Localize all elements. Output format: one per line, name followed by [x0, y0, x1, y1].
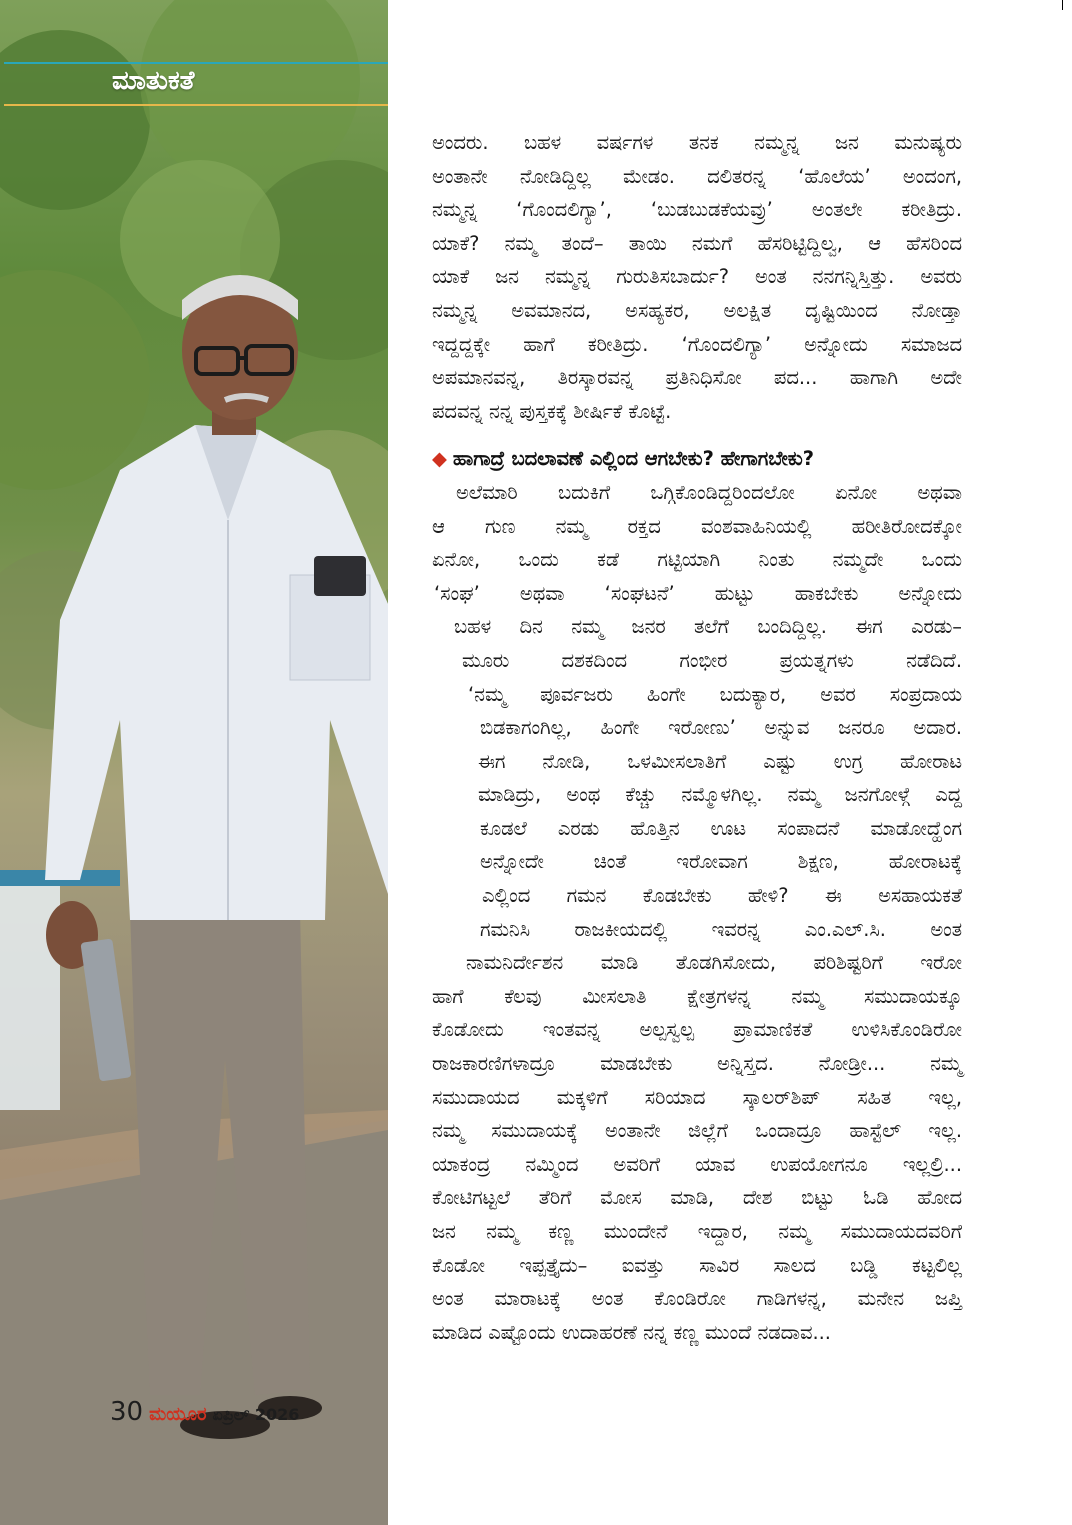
- text-line: ಬಹಳ ದಿನ ನಮ್ಮ ಜನರ ತಲೆಗೆ ಬಂದಿದ್ದಿಲ್ಲ. ಈಗ ಎರಡು–: [454, 615, 962, 639]
- issue-date: ಏಪ್ರಿಲ್ 2026: [212, 1405, 300, 1424]
- text-line: ಅಂತ ಮಾರಾಟಕ್ಕೆ ಅಂತ ಕೊಂಡಿರೋ ಗಾಡಿಗಳನ್ನ, ಮನೇನ ಜಪ್ತಿ: [432, 1287, 962, 1311]
- section-label: ಮಾತುಕತೆ: [112, 66, 195, 96]
- text-line: ರಾಜಕಾರಣಿಗಳಾದ್ರೂ ಮಾಡಬೇಕು ಅನ್ನಿಸ್ತದ. ನೋಡ್ರೀ... ನಮ್ಮ: [432, 1052, 962, 1076]
- text-line: ನಮ್ಮ ಸಮುದಾಯಕ್ಕೆ ಅಂತಾನೇ ಜಿಲ್ಲೆಗೆ ಒಂದಾದ್ರೂ ಹಾಸ್ಟೆಲ್ ಇಲ್ಲ.: [432, 1119, 962, 1143]
- article-body: [432, 126, 962, 1349]
- text-line: ಬಿಡಕಾಗಂಗಿಲ್ಲ, ಹಿಂಗೇ ಇರೋಣು’ ಅನ್ನುವ ಜನರೂ ಅದಾರ.: [480, 716, 962, 740]
- text-line: ಅನ್ನೋದೇ ಚಿಂತೆ ಇರೋವಾಗ ಶಿಕ್ಷಣ, ಹೋರಾಟಕ್ಕೆ: [480, 850, 962, 874]
- text-line: ನಾಮನಿರ್ದೇಶನ ಮಾಡಿ ತೊಡಗಿಸೋದು, ಪರಿಶಿಷ್ಟರಿಗೆ ಇರೋ: [466, 951, 962, 975]
- text-line: ಜನ ನಮ್ಮ ಕಣ್ಣ ಮುಂದೇನೆ ಇದ್ದಾರ, ನಮ್ಮ ಸಮುದಾಯದವರಿಗೆ: [432, 1220, 962, 1243]
- text-line: ಯಾಕೆ? ನಮ್ಮ ತಂದೆ– ತಾಯಿ ನಮಗೆ ಹೆಸರಿಟ್ಟಿದ್ದಿಲ್ವ, ಆ ಹೆಸರಿಂದ: [432, 231, 962, 255]
- paragraph-1: [432, 126, 962, 428]
- page-footer: [110, 1397, 299, 1427]
- section-rule-top: [4, 62, 388, 64]
- text-line: ಕೊಡೋದು ಇಂತವನ್ನ ಅಲ್ಪಸ್ವಲ್ಪ ಪ್ರಾಮಾಣಿಕತೆ ಉಳಿಸಿಕೊಂಡಿರೋ: [432, 1018, 962, 1042]
- text-line: ಕೂಡಲೆ ಎರಡು ಹೊತ್ತಿನ ಊಟ ಸಂಪಾದನೆ ಮಾಡೋದ್ಹೆಂಗ: [480, 816, 962, 840]
- magazine-name: ಮಯೂರ: [149, 1404, 207, 1425]
- photo-illustration: [0, 0, 388, 1525]
- crop-mark: [1062, 0, 1063, 10]
- section-rule-bottom: [4, 104, 388, 106]
- text-line: ಎಲ್ಲಿಂದ ಗಮನ ಕೊಡಬೇಕು ಹೇಳಿ? ಈ ಅಸಹಾಯಕತೆ: [482, 884, 962, 908]
- diamond-bullet-icon: ◆: [432, 447, 447, 471]
- text-line: ಮಾಡಿದ್ರು, ಅಂಥ ಕೆಚ್ಚು ನಮ್ಮೊಳಗಿಲ್ಲ. ನಮ್ಮ ಜನಗೋಳ್ಗೆ ಎದ್ದ: [478, 783, 962, 807]
- text-line: ‘ನಮ್ಮ ಪೂರ್ವಜರು ಹಿಂಗೇ ಬದುಕ್ಯಾರ, ಅವರ ಸಂಪ್ರದಾಯ: [468, 682, 962, 706]
- question-text: ಹಾಗಾದ್ರೆ ಬದಲಾವಣೆ ಎಲ್ಲಿಂದ ಆಗಬೇಕು? ಹೇಗಾಗಬೇಕು?: [452, 447, 814, 471]
- text-line: ಗಮನಿಸಿ ರಾಜಕೀಯದಲ್ಲಿ ಇವರನ್ನ ಎಂ.ಎಲ್.ಸಿ. ಅಂತ: [480, 917, 962, 941]
- text-line: ಅಂತಾನೇ ನೋಡಿದ್ದಿಲ್ಲ ಮೇಡಂ. ದಲಿತರನ್ನ ‘ಹೊಲೆಯ’ ಅಂದಂಗ,: [432, 164, 962, 188]
- text-line: ಅಂದರು. ಬಹಳ ವರ್ಷಗಳ ತನಕ ನಮ್ಮನ್ನ ಜನ ಮನುಷ್ಯರು: [432, 131, 962, 154]
- text-line: ಕೊಡೋ ಇಪ್ಪತ್ತೈದು– ಐವತ್ತು ಸಾವಿರ ಸಾಲದ ಬಡ್ಡಿ ಕಟ್ಟಲಿಲ್ಲ: [432, 1253, 962, 1277]
- text-line: ನಮ್ಮನ್ನ ಅವಮಾನದ, ಅಸಹ್ಯಕರ, ಅಲಕ್ಷಿತ ದೃಷ್ಟಿಯಿಂದ ನೋಡ್ತಾ: [432, 298, 962, 322]
- interview-question: [432, 442, 962, 476]
- text-line: ಪದವನ್ನ ನನ್ನ ಪುಸ್ತಕಕ್ಕೆ ಶೀರ್ಷಿಕೆ ಕೊಟ್ಟೆ.: [432, 399, 672, 423]
- text-line: ಯಾಕೆ ಜನ ನಮ್ಮನ್ನ ಗುರುತಿಸಬಾರ್ದು? ಅಂತ ನನಗನ್ನಿಸ್ತಿತ್ತು. ಅವರು: [432, 265, 962, 289]
- portrait-photo: [0, 0, 388, 1525]
- text-line: ಮಾಡಿದ ಎಷ್ಟೊಂದು ಉದಾಹರಣೆ ನನ್ನ ಕಣ್ಣ ಮುಂದೆ ನಡದಾವ...: [432, 1320, 831, 1344]
- text-line: ನಮ್ಮನ್ನ ‘ಗೊಂದಲಿಗ್ಯಾ’, ‘ಬುಡಬುಡಕೆಯವ್ರು’ ಅಂತಲೇ ಕರೀತಿದ್ರು.: [432, 198, 962, 222]
- paragraph-2-cont: [432, 510, 962, 1350]
- text-line: ಅಲೆಮಾರಿ ಬದುಕಿಗೆ ಒಗ್ಗಿಕೊಂಡಿದ್ದರಿಂದಲೋ ಏನೋ ಅಥವಾ: [456, 480, 962, 504]
- paragraph-2: [432, 476, 962, 510]
- text-line: ಏನೋ, ಒಂದು ಕಡೆ ಗಟ್ಟಿಯಾಗಿ ನಿಂತು ನಮ್ಮದೇ ಒಂದು: [432, 548, 962, 572]
- text-line: ಮೂರು ದಶಕದಿಂದ ಗಂಭೀರ ಪ್ರಯತ್ನಗಳು ನಡೆದಿದೆ.: [462, 648, 962, 672]
- text-line: ಆ ಗುಣ ನಮ್ಮ ರಕ್ತದ ವಂಶವಾಹಿನಿಯಲ್ಲಿ ಹರೀತಿರೋದಕ್ಕೋ: [432, 514, 962, 538]
- page-number: 30: [110, 1397, 144, 1427]
- text-line: ‘ಸಂಘ’ ಅಥವಾ ‘ಸಂಘಟನೆ’ ಹುಟ್ಟು ಹಾಕಬೇಕು ಅನ್ನೋದು: [434, 581, 962, 605]
- text-line: ಇದ್ದದ್ದಕ್ಕೇ ಹಾಗೆ ಕರೀತಿದ್ರು. ‘ಗೊಂದಲಿಗ್ಯಾ’ ಅನ್ನೋದು ಸಮಾಜದ: [432, 332, 962, 356]
- text-line: ಯಾಕಂದ್ರ ನಮ್ಮಿಂದ ಅವರಿಗೆ ಯಾವ ಉಪಯೋಗನೂ ಇಲ್ಲಲ್ರಿ...: [432, 1152, 962, 1176]
- text-line: ಸಮುದಾಯದ ಮಕ್ಕಳಿಗೆ ಸರಿಯಾದ ಸ್ಕಾಲರ್‌ಶಿಪ್ ಸಹಿತ ಇಲ್ಲ,: [432, 1085, 962, 1109]
- text-line: ಹಾಗೆ ಕೆಲವು ಮೀಸಲಾತಿ ಕ್ಷೇತ್ರಗಳನ್ನ ನಮ್ಮ ಸಮುದಾಯಕ್ಕೂ: [432, 984, 962, 1008]
- text-line: ಈಗ ನೋಡಿ, ಒಳಮೀಸಲಾತಿಗೆ ಎಷ್ಟು ಉಗ್ರ ಹೋರಾಟ: [478, 749, 962, 773]
- text-line: ಅಪಮಾನವನ್ನ, ತಿರಸ್ಕಾರವನ್ನ ಪ್ರತಿನಿಧಿಸೋ ಪದ... ಹಾಗಾಗಿ ಅದೇ: [432, 366, 962, 390]
- text-line: ಕೋಟಿಗಟ್ಟಲೆ ತೆರಿಗೆ ಮೋಸ ಮಾಡಿ, ದೇಶ ಬಿಟ್ಟು ಓಡಿ ಹೋದ: [432, 1186, 962, 1210]
